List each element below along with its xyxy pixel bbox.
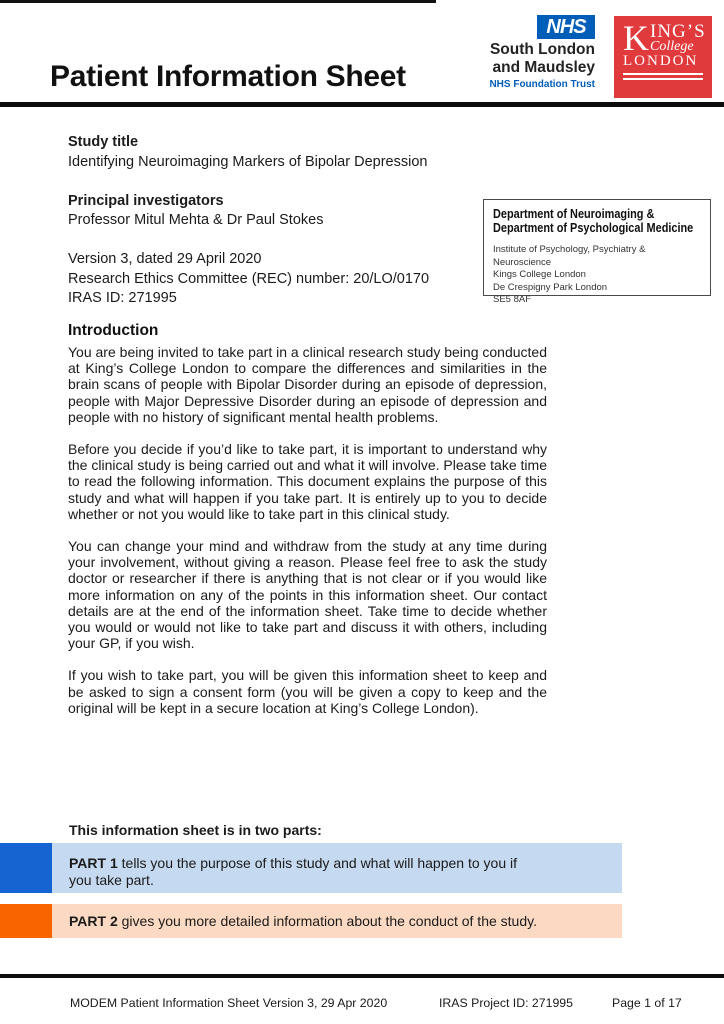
rec-number-line: Research Ethics Committee (REC) number: 20/LO/0170 xyxy=(68,270,430,287)
kings-logo-wordmark xyxy=(623,18,706,58)
footer-iras-id: IRAS Project ID: 271995 xyxy=(439,996,573,1010)
address-college: Kings College London xyxy=(493,269,586,280)
footer-divider xyxy=(0,974,724,978)
trust-name-line2: and Maudsley xyxy=(492,59,595,76)
part1-text xyxy=(69,855,541,888)
kings-logo-initial: K xyxy=(623,18,649,58)
kings-logo-rule xyxy=(623,78,703,80)
department-address-box xyxy=(483,199,711,305)
introduction-paragraph-2: Before you decide if you’d like to take part, it is important to understand why the clinical study is being carried out and what it will involve. Please take time to read the following information. This document explains the purpose of this study and what will happen if you take part. It is entirely up to you to decide whether or not you would like to take part in this clinical study. xyxy=(68,441,547,522)
trust-name-line1: South London xyxy=(489,41,595,58)
part2-text-bar xyxy=(52,904,622,938)
part2-description: gives you more detailed information about the conduct of the study. xyxy=(117,913,537,929)
address-institute: Institute of Psychology, Psychiatry & Neuroscience xyxy=(493,244,646,268)
address-street: De Crespigny Park London xyxy=(493,281,608,293)
introduction-paragraph-1: You are being invited to take part in a clinical research study being conducted at King’s College London to compare the differences and similarities in the brain scans of people with Bipolar Disorder during an episode of depression, people with Major Depressive Disorder during an episode of depression and people with no history of significant mental health problems. xyxy=(68,344,547,425)
part2-banner xyxy=(0,904,622,938)
department-heading-line1: Department of Neuroimaging & xyxy=(493,206,655,221)
part1-accent-block xyxy=(0,843,52,893)
part1-description: tells you the purpose of this study and what will happen to you if you take part. xyxy=(69,855,517,888)
introduction-heading: Introduction xyxy=(68,322,159,339)
department-heading-line2: Department of Psychological Medicine xyxy=(493,220,694,235)
kings-logo-rule xyxy=(623,73,703,75)
principal-investigators-value: Professor Mitul Mehta & Dr Paul Stokes xyxy=(68,212,324,228)
introduction-section xyxy=(68,322,547,732)
study-title-value: Identifying Neuroimaging Markers of Bipolar Depression xyxy=(68,153,428,170)
spacer xyxy=(68,172,548,192)
department-address xyxy=(493,244,701,307)
version-line: Version 3, dated 29 April 2020 xyxy=(68,251,262,267)
top-edge-scan-line xyxy=(0,0,436,3)
study-info-block xyxy=(68,133,548,309)
part2-text xyxy=(69,913,541,930)
kings-college-london-logo xyxy=(614,16,712,98)
address-postcode: SE5 8AF xyxy=(493,294,532,305)
footer-document-version: MODEM Patient Information Sheet Version 3, 29 Apr 2020 xyxy=(70,996,388,1010)
kings-logo-london: LONDON xyxy=(623,53,699,69)
introduction-paragraph-4: If you wish to take part, you will be given this information sheet to keep and be asked to sign a consent form (you will be given a copy to keep and the original will be kept in a secure location at King’s College London). xyxy=(68,667,547,716)
kings-logo-ings: ING’S xyxy=(650,21,706,42)
spacer xyxy=(68,231,548,251)
part1-text-bar xyxy=(52,843,622,893)
part2-accent-block xyxy=(0,904,52,938)
two-parts-heading: This information sheet is in two parts: xyxy=(69,822,322,838)
kings-logo-college: College xyxy=(650,39,694,54)
department-heading xyxy=(493,207,701,235)
nhs-trust-logo xyxy=(468,15,595,90)
nhs-logo-text: NHS xyxy=(546,16,586,38)
introduction-paragraph-3: You can change your mind and withdraw from the study at any time during your involvement, without giving a reason. Please feel free to ask the study doctor or researcher if there is anything that is not clear or if you would like more information on any of the points in this information sheet. Our contact details are at the end of the information sheet. Take time to decide whether you would or would not like to take part and discuss it with others, including your GP, if you wish. xyxy=(68,538,547,652)
part2-label: PART 2 xyxy=(69,913,118,929)
page-title: Patient Information Sheet xyxy=(50,60,406,93)
principal-investigators-label: Principal investigators xyxy=(68,192,224,209)
part1-label: PART 1 xyxy=(69,855,118,871)
nhs-logo-icon xyxy=(537,15,595,39)
part1-banner xyxy=(0,843,622,893)
footer-page-number: Page 1 of 17 xyxy=(612,996,682,1010)
foundation-trust-label: NHS Foundation Trust xyxy=(489,79,595,90)
study-title-label: Study title xyxy=(68,134,139,150)
header-divider xyxy=(0,102,724,107)
iras-id-line: IRAS ID: 271995 xyxy=(68,290,177,306)
